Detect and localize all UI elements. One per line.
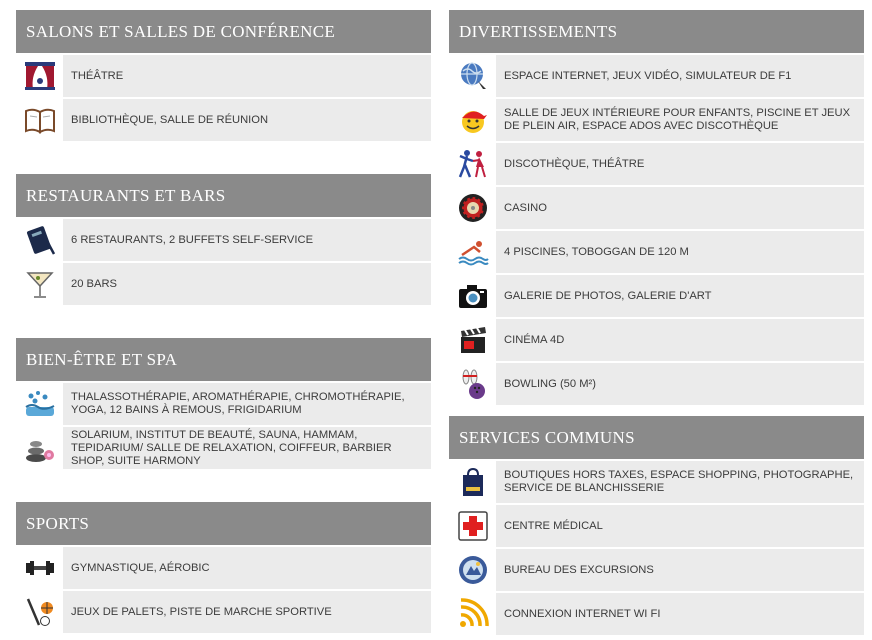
sports-balls-icon <box>16 591 63 633</box>
clapperboard-icon <box>449 319 496 361</box>
theater-icon <box>16 55 63 97</box>
cocktail-icon <box>16 263 63 305</box>
item-text: SOLARIUM, INSTITUT DE BEAUTÉ, SAUNA, HAMMAM, TEPIDARIUM/ SALLE DE RELAXATION, COIFFEUR, BARBIER SHOP, SUITE HARMONY <box>63 427 431 469</box>
dancers-icon <box>449 143 496 185</box>
dumbbell-icon <box>16 547 63 589</box>
roulette-icon <box>449 187 496 229</box>
book-icon <box>16 99 63 141</box>
item-text: BUREAU DES EXCURSIONS <box>496 549 864 591</box>
list-item <box>16 427 431 469</box>
shopping-bag-icon <box>449 461 496 503</box>
list-item <box>16 99 431 141</box>
item-text: BIBLIOTHÈQUE, SALLE DE RÉUNION <box>63 99 431 141</box>
list-item <box>16 547 431 589</box>
list-item <box>449 593 864 635</box>
menu-icon <box>16 219 63 261</box>
list-item <box>449 319 864 361</box>
item-text: GYMNASTIQUE, AÉROBIC <box>63 547 431 589</box>
list-item <box>449 231 864 273</box>
list-item <box>449 549 864 591</box>
list-item <box>16 383 431 425</box>
item-text: CENTRE MÉDICAL <box>496 505 864 547</box>
list-item <box>449 363 864 405</box>
list-item <box>449 187 864 229</box>
wifi-icon <box>449 593 496 635</box>
item-text: JEUX DE PALETS, PISTE DE MARCHE SPORTIVE <box>63 591 431 633</box>
list-item <box>16 263 431 305</box>
section-title: RESTAURANTS ET BARS <box>16 174 431 217</box>
item-text: CONNEXION INTERNET WI FI <box>496 593 864 635</box>
list-item <box>449 275 864 317</box>
section-title: BIEN-ÊTRE ET SPA <box>16 338 431 381</box>
list-item <box>16 591 431 633</box>
smiley-cap-icon <box>449 99 496 141</box>
list-item <box>449 505 864 547</box>
section-bienetre <box>16 338 431 469</box>
item-text: GALERIE DE PHOTOS, GALERIE D'ART <box>496 275 864 317</box>
list-item <box>449 461 864 503</box>
item-text: BOUTIQUES HORS TAXES, ESPACE SHOPPING, PHOTOGRAPHE, SERVICE DE BLANCHISSERIE <box>496 461 864 503</box>
excursion-icon <box>449 549 496 591</box>
item-text: THALASSOTHÉRAPIE, AROMATHÉRAPIE, CHROMOTHÉRAPIE, YOGA, 12 BAINS À REMOUS, FRIGIDARIUM <box>63 383 431 425</box>
jacuzzi-icon <box>16 383 63 425</box>
swimmer-icon <box>449 231 496 273</box>
section-divertissements <box>449 10 864 405</box>
item-text: DISCOTHÈQUE, THÉÂTRE <box>496 143 864 185</box>
section-restaurants <box>16 174 431 305</box>
list-item <box>16 219 431 261</box>
section-title: SALONS ET SALLES DE CONFÉRENCE <box>16 10 431 53</box>
section-title: SPORTS <box>16 502 431 545</box>
bowling-icon <box>449 363 496 405</box>
item-text: 20 BARS <box>63 263 431 305</box>
item-text: 6 RESTAURANTS, 2 BUFFETS SELF-SERVICE <box>63 219 431 261</box>
section-title: SERVICES COMMUNS <box>449 416 864 459</box>
section-sports <box>16 502 431 633</box>
list-item <box>449 99 864 141</box>
medical-cross-icon <box>449 505 496 547</box>
list-item <box>16 55 431 97</box>
item-text: SALLE DE JEUX INTÉRIEURE POUR ENFANTS, PISCINE ET JEUX DE PLEIN AIR, ESPACE ADOS AVEC DISCOTHÈQUE <box>496 99 864 141</box>
item-text: BOWLING (50 M²) <box>496 363 864 405</box>
item-text: THÉÂTRE <box>63 55 431 97</box>
section-title: DIVERTISSEMENTS <box>449 10 864 53</box>
list-item <box>449 55 864 97</box>
section-salons <box>16 10 431 141</box>
section-services <box>449 416 864 635</box>
item-text: CINÉMA 4D <box>496 319 864 361</box>
item-text: 4 PISCINES, TOBOGGAN DE 120 M <box>496 231 864 273</box>
spa-stones-icon <box>16 427 63 469</box>
item-text: ESPACE INTERNET, JEUX VIDÉO, SIMULATEUR DE F1 <box>496 55 864 97</box>
list-item <box>449 143 864 185</box>
globe-icon <box>449 55 496 97</box>
camera-icon <box>449 275 496 317</box>
item-text: CASINO <box>496 187 864 229</box>
